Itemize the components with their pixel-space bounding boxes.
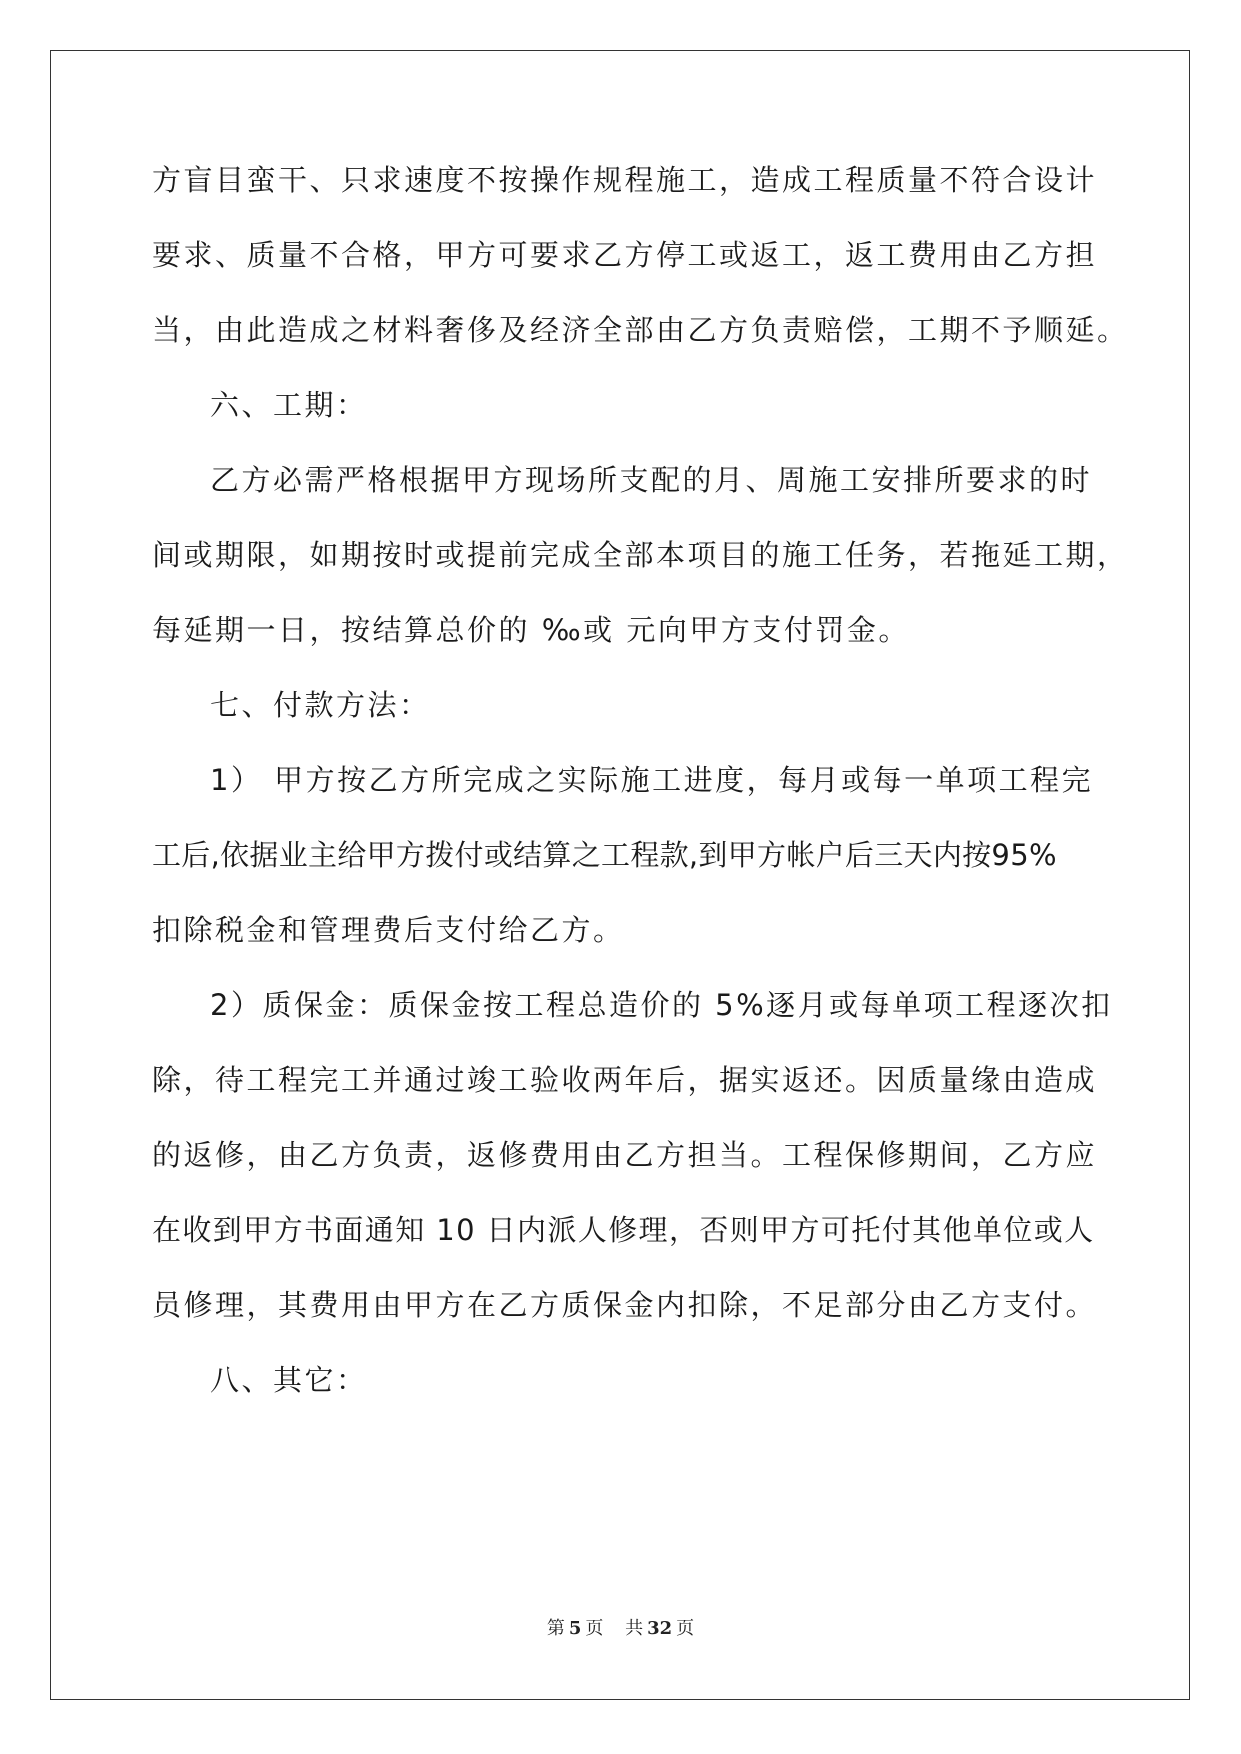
text-line-11: 扣除税金和管理费后支付给乙方。 — [152, 913, 625, 947]
page-border — [50, 50, 1190, 1700]
text-line-7: 每延期一日，按结算总价的 ‰或 元向甲方支付罚金。 — [152, 613, 910, 647]
text-line-13: 除，待工程完工并通过竣工验收两年后，据实返还。因质量缘由造成 — [152, 1063, 1098, 1097]
section-heading-7: 七、付款方法： — [210, 688, 431, 722]
text-line-2: 要求、质量不合格，甲方可要求乙方停工或返工，返工费用由乙方担 — [152, 238, 1098, 272]
text-line-3: 当，由此造成之材料奢侈及经济全部由乙方负责赔偿，工期不予顺延。 — [152, 313, 1129, 347]
text-line-1: 方盲目蛮干、只求速度不按操作规程施工，造成工程质量不符合设计 — [152, 163, 1098, 197]
section-heading-8: 八、其它： — [210, 1363, 368, 1397]
page-indicator — [543, 1618, 608, 1639]
page-number: 5 — [568, 1618, 582, 1639]
text-line-14: 的返修，由乙方负责，返修费用由乙方担当。工程保修期间，乙方应 — [152, 1138, 1098, 1172]
page-prefix: 第 — [546, 1618, 565, 1639]
total-pages: 32 — [647, 1618, 673, 1639]
text-line-10: 工后,依据业主给甲方拨付或结算之工程款,到甲方帐户后三天内按95% — [152, 838, 1057, 872]
text-line-16: 员修理，其费用由甲方在乙方质保金内扣除，不足部分由乙方支付。 — [152, 1288, 1098, 1322]
text-line-15: 在收到甲方书面通知 10 日内派人修理，否则甲方可托付其他单位或人 — [152, 1213, 1095, 1247]
total-pages-indicator — [621, 1618, 698, 1639]
text-line-12: 2）质保金：质保金按工程总造价的 5%逐月或每单项工程逐次扣 — [210, 988, 1113, 1022]
text-line-9: 1） 甲方按乙方所完成之实际施工进度，每月或每一单项工程完 — [210, 763, 1094, 797]
text-line-5: 乙方必需严格根据甲方现场所支配的月、周施工安排所要求的时 — [210, 463, 1093, 497]
total-prefix: 共 — [625, 1618, 644, 1639]
page-footer — [0, 1614, 1241, 1640]
page-suffix: 页 — [585, 1618, 604, 1639]
text-line-6: 间或期限，如期按时或提前完成全部本项目的施工任务，若拖延工期， — [152, 538, 1129, 572]
total-suffix: 页 — [676, 1618, 695, 1639]
section-heading-6: 六、工期： — [210, 388, 368, 422]
